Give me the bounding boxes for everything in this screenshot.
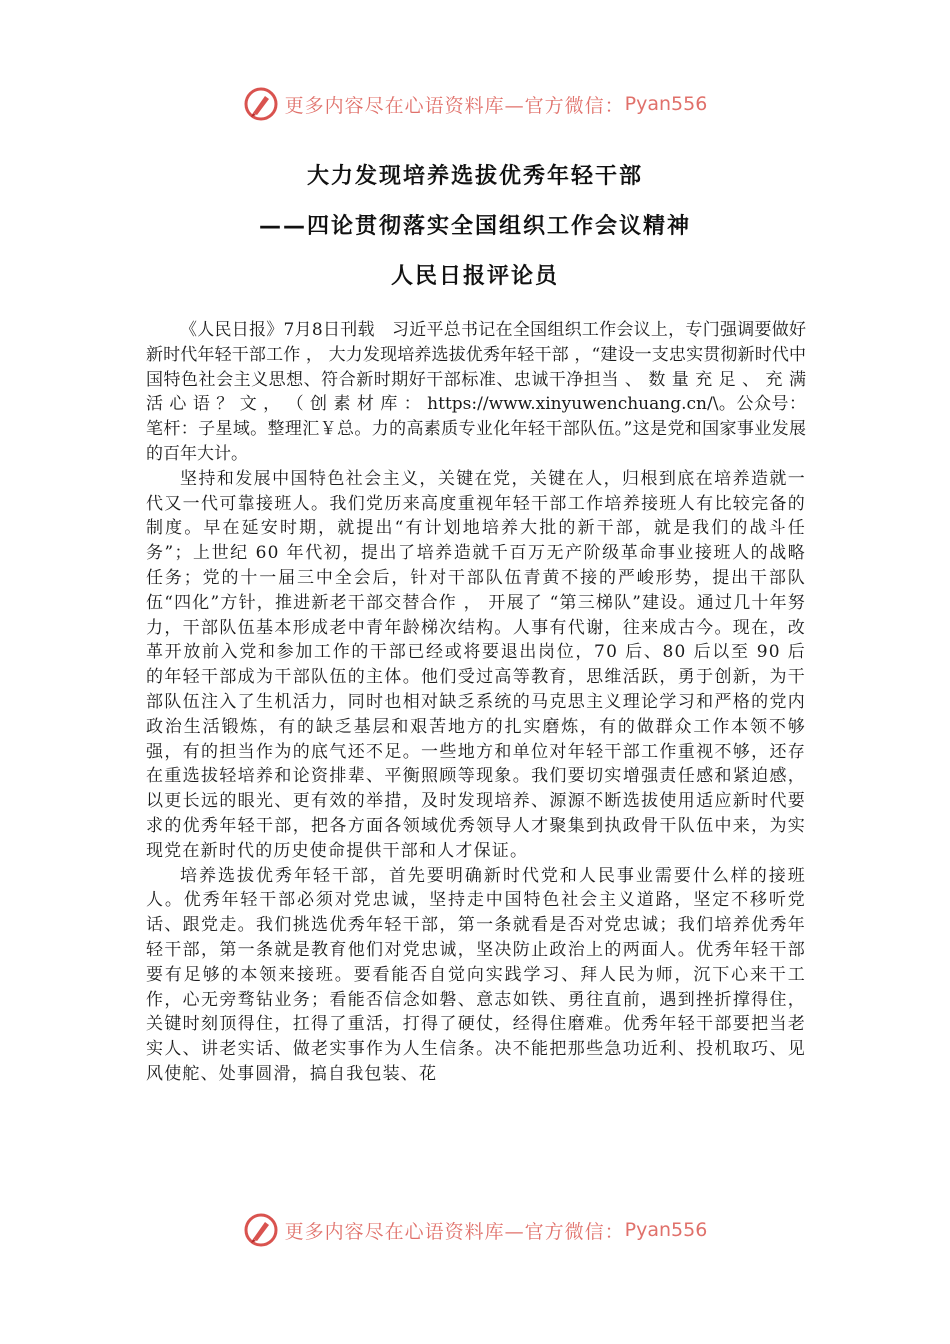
banner-text: 更多内容尽在心语资料库—官方微信： [284,94,625,117]
footer-banner [0,1210,950,1250]
banner-text: 更多内容尽在心语资料库—官方微信： [284,1220,625,1243]
article-author: 人民日报评论员 [390,264,559,289]
article-header [0,152,950,302]
article-body [146,318,806,1087]
pen-logo-icon [243,1212,279,1248]
paragraph-2: 坚持和发展中国特色社会主义，关键在党，关键在人，归根到底在培养造就一代又一代可靠接班人。我们党历来高度重视年轻干部工作培养接班人有比较完备的制度。早在延安时期，就提出“有计划地培养大批的新干部，就是我们的战斗任务”；上世纪 60 年代初，提出了培养造就千百万无产阶级革命事业接班人的战略任务；党的十一届三中全会后，针对干部队伍青黄不接的严峻形势，提出干部队伍“四化”方针，推进新老干部交替合作 ， 开展了 “第三梯队”建设。通过几十年努力，干部队伍基本形成老中青年龄梯次结构。人事有代谢，往来成古今。现在，改革开放前入党和参加工作的干部已经或将要退出岗位，70 后、80 后以至 90 后的年轻干部成为干部队伍的主体。他们受过高等教育，思维活跃，勇于创新，为干部队伍注入了生机活力，同时也相对缺乏系统的马克思主义理论学习和严格的党内政治生活锻炼，有的缺乏基层和艰苦地方的扎实磨炼，有的做群众工作本领不够强，有的担当作为的底气还不足。一些地方和单位对年轻干部工作重视不够，还存在重选拔轻培养和论资排辈、平衡照顾等现象。我们要切实增强责任感和紧迫感，以更长远的眼光、更有效的举措，及时发现培养、源源不断选拔使用适应新时代要求的优秀年轻干部，把各方面各领域优秀领导人才聚集到执政骨干队伍中来，为实现党在新时代的历史使命提供干部和人才保证。 [146,468,806,861]
header-banner [0,84,950,124]
article-title: 大力发现培养选拔优秀年轻干部 [306,164,643,189]
article-subtitle: ——四论贯彻落实全国组织工作会议精神 [258,214,691,239]
paragraph-1: 《人民日报》7月8日刊载 习近平总书记在全国组织工作会议上，专门强调要做好新时代年轻干部工作 ， 大力发现培养选拔优秀年轻干部 ，“建设一支忠实贯彻新时代中国特色社会主义思想、符合新时期好干部标准、忠诚干净担当 、 数 量 充 足 、 充 满 活 心 语 ？ 文 ， （ 创 素 材 库 ： https://www.xinyuwenchuang.cn/\。公众号：笔杆：子星域。整理汇￥总。力的高素质专业化年轻干部队伍。”这是党和国家事业发展的百年大计。 [146,320,806,464]
banner-wechat-id: Pyan556 [624,1219,708,1241]
pen-logo-icon [243,86,279,122]
paragraph-3: 培养选拔优秀年轻干部，首先要明确新时代党和人民事业需要什么样的接班人。优秀年轻干部必须对党忠诚，坚持走中国特色社会主义道路，坚定不移听党话、跟党走。我们挑选优秀年轻干部，第一条就看是否对党忠诚；我们培养优秀年轻干部，第一条就是教育他们对党忠诚，坚决防止政治上的两面人。优秀年轻干部要有足够的本领来接班。要看能否自觉向实践学习、拜人民为师，沉下心来干工作，心无旁骛钻业务；看能否信念如磐、意志如铁、勇往直前，遇到挫折撑得住，关键时刻顶得住，扛得了重活，打得了硬仗，经得住磨难。优秀年轻干部要把当老实人、讲老实话、做老实事作为人生信条。决不能把那些急功近利、投机取巧、见风使舵、处事圆滑，搞自我包装、花 [146,865,806,1084]
banner-wechat-id: Pyan556 [624,93,708,115]
